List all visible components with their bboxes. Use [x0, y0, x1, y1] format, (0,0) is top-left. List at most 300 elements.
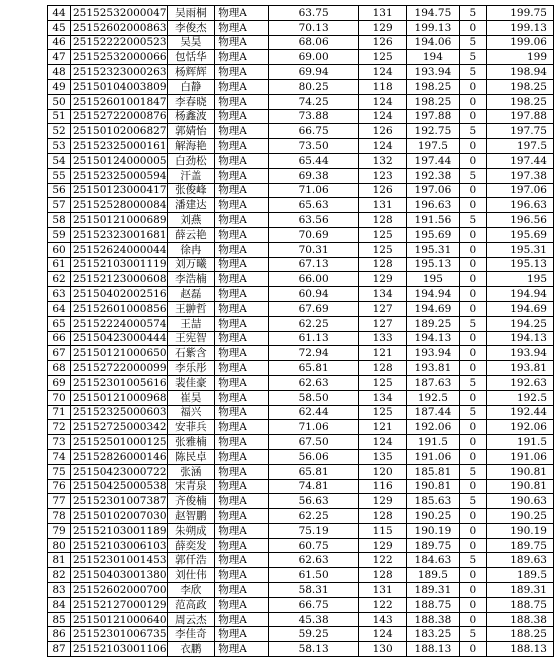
score-b-cell: 121 — [359, 420, 407, 435]
subtotal-cell: 195 — [407, 272, 460, 287]
table-row — [48, 494, 554, 509]
score-a-cell: 58.31 — [268, 583, 358, 598]
rank-cell: 86 — [48, 627, 71, 642]
table-row — [48, 257, 554, 272]
table-row — [48, 361, 554, 376]
exam-number-cell: 25152301006735 — [71, 627, 168, 642]
total-score-cell: 193.81 — [486, 361, 553, 376]
subtotal-cell: 191.56 — [407, 213, 460, 228]
table-row — [48, 479, 554, 494]
score-a-cell: 56.63 — [268, 494, 358, 509]
score-b-cell: 124 — [359, 65, 407, 80]
student-name-cell: 包恬华 — [167, 50, 215, 65]
student-name-cell: 杨辉辉 — [167, 65, 215, 80]
score-a-cell: 58.50 — [268, 390, 358, 405]
score-a-cell: 65.44 — [268, 153, 358, 168]
subtotal-cell: 187.44 — [407, 405, 460, 420]
student-name-cell: 石紫含 — [167, 346, 215, 361]
bonus-cell: 0 — [459, 449, 486, 464]
rank-cell: 65 — [48, 316, 71, 331]
bonus-cell: 0 — [459, 79, 486, 94]
score-b-cell: 132 — [359, 153, 407, 168]
score-a-cell: 69.94 — [268, 65, 358, 80]
exam-number-cell: 25152601000856 — [71, 301, 168, 316]
exam-number-cell: 25152224000574 — [71, 316, 168, 331]
student-name-cell: 衣鹏 — [167, 642, 215, 657]
exam-number-cell: 25150121000650 — [71, 346, 168, 361]
table-row — [48, 35, 554, 50]
table-row — [48, 301, 554, 316]
exam-number-cell: 25150121000968 — [71, 390, 168, 405]
bonus-cell: 5 — [459, 316, 486, 331]
exam-number-cell: 25152602000700 — [71, 583, 168, 598]
subtotal-cell: 189.25 — [407, 316, 460, 331]
table-row — [48, 65, 554, 80]
bonus-cell: 0 — [459, 642, 486, 657]
score-a-cell: 45.38 — [268, 612, 358, 627]
student-name-cell: 郭婧怡 — [167, 124, 215, 139]
student-name-cell: 刘万曦 — [167, 257, 215, 272]
total-score-cell: 191.06 — [486, 449, 553, 464]
subtotal-cell: 192.5 — [407, 390, 460, 405]
subject-cell: 物理A — [215, 65, 269, 80]
student-name-cell: 杨鑫波 — [167, 109, 215, 124]
student-name-cell: 解海艳 — [167, 139, 215, 154]
table-row — [48, 139, 554, 154]
bonus-cell: 0 — [459, 301, 486, 316]
score-a-cell: 66.75 — [268, 124, 358, 139]
table-row — [48, 287, 554, 302]
rank-cell: 47 — [48, 50, 71, 65]
total-score-cell: 195.69 — [486, 227, 553, 242]
total-score-cell: 192.5 — [486, 390, 553, 405]
student-name-cell: 王翀哲 — [167, 301, 215, 316]
total-score-cell: 197.38 — [486, 168, 553, 183]
score-a-cell: 68.06 — [268, 35, 358, 50]
total-score-cell: 195 — [486, 272, 553, 287]
rank-cell: 66 — [48, 331, 71, 346]
table-row — [48, 420, 554, 435]
exam-number-cell: 25152301001453 — [71, 553, 168, 568]
total-score-cell: 188.25 — [486, 627, 553, 642]
score-a-cell: 65.63 — [268, 198, 358, 213]
student-name-cell: 李春晓 — [167, 94, 215, 109]
subtotal-cell: 199.13 — [407, 20, 460, 35]
bonus-cell: 5 — [459, 494, 486, 509]
exam-number-cell: 25150423000722 — [71, 464, 168, 479]
subtotal-cell: 185.81 — [407, 464, 460, 479]
rank-cell: 84 — [48, 597, 71, 612]
bonus-cell: 5 — [459, 124, 486, 139]
bonus-cell: 5 — [459, 35, 486, 50]
score-b-cell: 122 — [359, 597, 407, 612]
subtotal-cell: 195.13 — [407, 257, 460, 272]
table-row — [48, 168, 554, 183]
student-name-cell: 刘仕伟 — [167, 568, 215, 583]
bonus-cell: 0 — [459, 568, 486, 583]
rank-cell: 60 — [48, 242, 71, 257]
total-score-cell: 195.31 — [486, 242, 553, 257]
score-a-cell: 74.25 — [268, 94, 358, 109]
bonus-cell: 5 — [459, 168, 486, 183]
table-row — [48, 94, 554, 109]
score-b-cell: 124 — [359, 139, 407, 154]
total-score-cell: 197.06 — [486, 183, 553, 198]
subject-cell: 物理A — [215, 509, 269, 524]
subject-cell: 物理A — [215, 287, 269, 302]
score-a-cell: 61.13 — [268, 331, 358, 346]
bonus-cell: 0 — [459, 509, 486, 524]
subtotal-cell: 184.63 — [407, 553, 460, 568]
exam-number-cell: 25152103001189 — [71, 523, 168, 538]
subject-cell: 物理A — [215, 553, 269, 568]
score-a-cell: 73.88 — [268, 109, 358, 124]
exam-number-cell: 25152103001119 — [71, 257, 168, 272]
rank-cell: 50 — [48, 94, 71, 109]
rank-cell: 75 — [48, 464, 71, 479]
rank-cell: 82 — [48, 568, 71, 583]
score-a-cell: 62.63 — [268, 375, 358, 390]
bonus-cell: 0 — [459, 242, 486, 257]
exam-number-cell: 25152325000594 — [71, 168, 168, 183]
subject-cell: 物理A — [215, 449, 269, 464]
total-score-cell: 198.94 — [486, 65, 553, 80]
bonus-cell: 0 — [459, 597, 486, 612]
subject-cell: 物理A — [215, 316, 269, 331]
bonus-cell: 0 — [459, 20, 486, 35]
subject-cell: 物理A — [215, 6, 269, 21]
total-score-cell: 189.5 — [486, 568, 553, 583]
rank-cell: 73 — [48, 435, 71, 450]
bonus-cell: 0 — [459, 287, 486, 302]
student-name-cell: 刘燕 — [167, 213, 215, 228]
table-row — [48, 198, 554, 213]
total-score-cell: 196.56 — [486, 213, 553, 228]
score-a-cell: 70.13 — [268, 20, 358, 35]
subject-cell: 物理A — [215, 627, 269, 642]
subtotal-cell: 193.94 — [407, 346, 460, 361]
rank-cell: 80 — [48, 538, 71, 553]
subject-cell: 物理A — [215, 153, 269, 168]
exam-number-cell: 25152123000608 — [71, 272, 168, 287]
student-name-cell: 朱朔成 — [167, 523, 215, 538]
subject-cell: 物理A — [215, 257, 269, 272]
subtotal-cell: 194 — [407, 50, 460, 65]
exam-number-cell: 25152103001106 — [71, 642, 168, 657]
score-a-cell: 63.75 — [268, 6, 358, 21]
score-a-cell: 62.25 — [268, 316, 358, 331]
exam-number-cell: 25152127000129 — [71, 597, 168, 612]
exam-number-cell: 25152826000146 — [71, 449, 168, 464]
score-b-cell: 128 — [359, 568, 407, 583]
total-score-cell: 190.63 — [486, 494, 553, 509]
subtotal-cell: 188.13 — [407, 642, 460, 657]
score-a-cell: 65.81 — [268, 464, 358, 479]
bonus-cell: 0 — [459, 198, 486, 213]
exam-number-cell: 25152722000876 — [71, 109, 168, 124]
total-score-cell: 188.13 — [486, 642, 553, 657]
bonus-cell: 0 — [459, 346, 486, 361]
rank-cell: 78 — [48, 509, 71, 524]
total-score-cell: 191.5 — [486, 435, 553, 450]
total-score-cell: 199.75 — [486, 6, 553, 21]
score-b-cell: 124 — [359, 627, 407, 642]
subtotal-cell: 189.75 — [407, 538, 460, 553]
score-a-cell: 75.19 — [268, 523, 358, 538]
bonus-cell: 0 — [459, 109, 486, 124]
score-table-body — [48, 6, 554, 657]
table-row — [48, 538, 554, 553]
score-b-cell: 134 — [359, 287, 407, 302]
subject-cell: 物理A — [215, 642, 269, 657]
total-score-cell: 192.44 — [486, 405, 553, 420]
subject-cell: 物理A — [215, 183, 269, 198]
rank-cell: 63 — [48, 287, 71, 302]
student-name-cell: 李乐彤 — [167, 361, 215, 376]
score-b-cell: 129 — [359, 538, 407, 553]
score-a-cell: 60.75 — [268, 538, 358, 553]
exam-number-cell: 25150402002516 — [71, 287, 168, 302]
bonus-cell: 5 — [459, 553, 486, 568]
score-b-cell: 129 — [359, 272, 407, 287]
score-a-cell: 74.81 — [268, 479, 358, 494]
score-a-cell: 72.94 — [268, 346, 358, 361]
subject-cell: 物理A — [215, 198, 269, 213]
table-row — [48, 50, 554, 65]
score-a-cell: 73.50 — [268, 139, 358, 154]
exam-number-cell: 25152602000863 — [71, 20, 168, 35]
subtotal-cell: 195.31 — [407, 242, 460, 257]
score-b-cell: 128 — [359, 361, 407, 376]
rank-cell: 70 — [48, 390, 71, 405]
table-row — [48, 124, 554, 139]
subject-cell: 物理A — [215, 94, 269, 109]
student-name-cell: 裴佳豪 — [167, 375, 215, 390]
rank-cell: 79 — [48, 523, 71, 538]
total-score-cell: 193.94 — [486, 346, 553, 361]
bonus-cell: 0 — [459, 94, 486, 109]
exam-number-cell: 25152323000263 — [71, 65, 168, 80]
score-b-cell: 128 — [359, 213, 407, 228]
score-a-cell: 62.25 — [268, 509, 358, 524]
subject-cell: 物理A — [215, 242, 269, 257]
student-name-cell: 李佳奇 — [167, 627, 215, 642]
bonus-cell: 0 — [459, 272, 486, 287]
student-name-cell: 薛云艳 — [167, 227, 215, 242]
rank-cell: 77 — [48, 494, 71, 509]
subject-cell: 物理A — [215, 494, 269, 509]
table-row — [48, 597, 554, 612]
table-row — [48, 627, 554, 642]
score-a-cell: 63.56 — [268, 213, 358, 228]
bonus-cell: 0 — [459, 183, 486, 198]
bonus-cell: 0 — [459, 227, 486, 242]
table-row — [48, 375, 554, 390]
rank-cell: 85 — [48, 612, 71, 627]
bonus-cell: 5 — [459, 405, 486, 420]
subject-cell: 物理A — [215, 405, 269, 420]
student-name-cell: 宋青泉 — [167, 479, 215, 494]
subtotal-cell: 195.69 — [407, 227, 460, 242]
rank-cell: 61 — [48, 257, 71, 272]
rank-cell: 57 — [48, 198, 71, 213]
exam-number-cell: 25152325000603 — [71, 405, 168, 420]
score-b-cell: 133 — [359, 331, 407, 346]
table-row — [48, 390, 554, 405]
bonus-cell: 0 — [459, 538, 486, 553]
score-b-cell: 128 — [359, 257, 407, 272]
student-name-cell: 崔昊 — [167, 390, 215, 405]
bonus-cell: 0 — [459, 361, 486, 376]
score-b-cell: 125 — [359, 50, 407, 65]
subject-cell: 物理A — [215, 464, 269, 479]
student-name-cell: 周云杰 — [167, 612, 215, 627]
student-name-cell: 徐冉 — [167, 242, 215, 257]
score-b-cell: 126 — [359, 183, 407, 198]
exam-number-cell: 25150104003809 — [71, 79, 168, 94]
rank-cell: 74 — [48, 449, 71, 464]
total-score-cell: 197.44 — [486, 153, 553, 168]
score-b-cell: 127 — [359, 316, 407, 331]
exam-number-cell: 25152325000161 — [71, 139, 168, 154]
subtotal-cell: 194.06 — [407, 35, 460, 50]
score-a-cell: 61.50 — [268, 568, 358, 583]
subject-cell: 物理A — [215, 139, 269, 154]
score-a-cell: 62.63 — [268, 553, 358, 568]
subtotal-cell: 194.69 — [407, 301, 460, 316]
subtotal-cell: 183.25 — [407, 627, 460, 642]
subject-cell: 物理A — [215, 390, 269, 405]
score-b-cell: 123 — [359, 168, 407, 183]
total-score-cell: 190.81 — [486, 479, 553, 494]
rank-cell: 53 — [48, 139, 71, 154]
subtotal-cell: 190.81 — [407, 479, 460, 494]
subtotal-cell: 189.31 — [407, 583, 460, 598]
bonus-cell: 0 — [459, 331, 486, 346]
score-a-cell: 71.06 — [268, 183, 358, 198]
score-b-cell: 128 — [359, 509, 407, 524]
subtotal-cell: 197.5 — [407, 139, 460, 154]
table-row — [48, 183, 554, 198]
total-score-cell: 194.25 — [486, 316, 553, 331]
exam-number-cell: 25152103006103 — [71, 538, 168, 553]
table-row — [48, 642, 554, 657]
subtotal-cell: 193.94 — [407, 65, 460, 80]
subtotal-cell: 185.63 — [407, 494, 460, 509]
score-a-cell: 69.00 — [268, 50, 358, 65]
score-b-cell: 125 — [359, 405, 407, 420]
exam-number-cell: 25152301007387 — [71, 494, 168, 509]
score-b-cell: 121 — [359, 346, 407, 361]
subtotal-cell: 196.63 — [407, 198, 460, 213]
subject-cell: 物理A — [215, 50, 269, 65]
exam-number-cell: 25152501000125 — [71, 435, 168, 450]
subject-cell: 物理A — [215, 109, 269, 124]
subject-cell: 物理A — [215, 612, 269, 627]
subtotal-cell: 188.75 — [407, 597, 460, 612]
student-name-cell: 安菲兵 — [167, 420, 215, 435]
table-row — [48, 523, 554, 538]
student-name-cell: 白劲松 — [167, 153, 215, 168]
total-score-cell: 198.25 — [486, 79, 553, 94]
subject-cell: 物理A — [215, 227, 269, 242]
bonus-cell: 0 — [459, 390, 486, 405]
table-row — [48, 20, 554, 35]
rank-cell: 58 — [48, 213, 71, 228]
score-b-cell: 124 — [359, 94, 407, 109]
exam-number-cell: 25152301005616 — [71, 375, 168, 390]
subject-cell: 物理A — [215, 79, 269, 94]
bonus-cell: 0 — [459, 479, 486, 494]
total-score-cell: 192.06 — [486, 420, 553, 435]
table-row — [48, 109, 554, 124]
subject-cell: 物理A — [215, 272, 269, 287]
bonus-cell: 0 — [459, 139, 486, 154]
score-b-cell: 115 — [359, 523, 407, 538]
exam-number-cell: 25152725000342 — [71, 420, 168, 435]
subject-cell: 物理A — [215, 568, 269, 583]
score-a-cell: 58.13 — [268, 642, 358, 657]
score-b-cell: 130 — [359, 642, 407, 657]
exam-number-cell: 25150425000538 — [71, 479, 168, 494]
rank-cell: 45 — [48, 20, 71, 35]
subtotal-cell: 197.06 — [407, 183, 460, 198]
rank-cell: 83 — [48, 583, 71, 598]
bonus-cell: 0 — [459, 435, 486, 450]
student-name-cell: 范高政 — [167, 597, 215, 612]
score-b-cell: 118 — [359, 79, 407, 94]
table-row — [48, 6, 554, 21]
subject-cell: 物理A — [215, 479, 269, 494]
student-name-cell: 陈民卓 — [167, 449, 215, 464]
table-row — [48, 346, 554, 361]
bonus-cell: 0 — [459, 523, 486, 538]
subject-cell: 物理A — [215, 331, 269, 346]
rank-cell: 64 — [48, 301, 71, 316]
table-row — [48, 227, 554, 242]
exam-number-cell: 25152722000099 — [71, 361, 168, 376]
exam-number-cell: 25150403001380 — [71, 568, 168, 583]
score-b-cell: 127 — [359, 301, 407, 316]
exam-number-cell: 25150121000640 — [71, 612, 168, 627]
table-row — [48, 449, 554, 464]
total-score-cell: 189.63 — [486, 553, 553, 568]
rank-cell: 72 — [48, 420, 71, 435]
total-score-cell: 199.06 — [486, 35, 553, 50]
rank-cell: 49 — [48, 79, 71, 94]
student-name-cell: 薛奕发 — [167, 538, 215, 553]
exam-number-cell: 25152528000084 — [71, 198, 168, 213]
score-table — [47, 5, 554, 657]
total-score-cell: 190.19 — [486, 523, 553, 538]
exam-number-cell: 25150123000417 — [71, 183, 168, 198]
rank-cell: 69 — [48, 375, 71, 390]
score-b-cell: 135 — [359, 449, 407, 464]
bonus-cell: 0 — [459, 583, 486, 598]
student-name-cell: 齐俊楠 — [167, 494, 215, 509]
subtotal-cell: 193.81 — [407, 361, 460, 376]
score-b-cell: 116 — [359, 479, 407, 494]
rank-cell: 87 — [48, 642, 71, 657]
score-a-cell: 60.94 — [268, 287, 358, 302]
subtotal-cell: 197.88 — [407, 109, 460, 124]
subject-cell: 物理A — [215, 124, 269, 139]
student-name-cell: 赵磊 — [167, 287, 215, 302]
total-score-cell: 189.75 — [486, 538, 553, 553]
table-row — [48, 583, 554, 598]
score-a-cell: 62.44 — [268, 405, 358, 420]
bonus-cell: 0 — [459, 420, 486, 435]
